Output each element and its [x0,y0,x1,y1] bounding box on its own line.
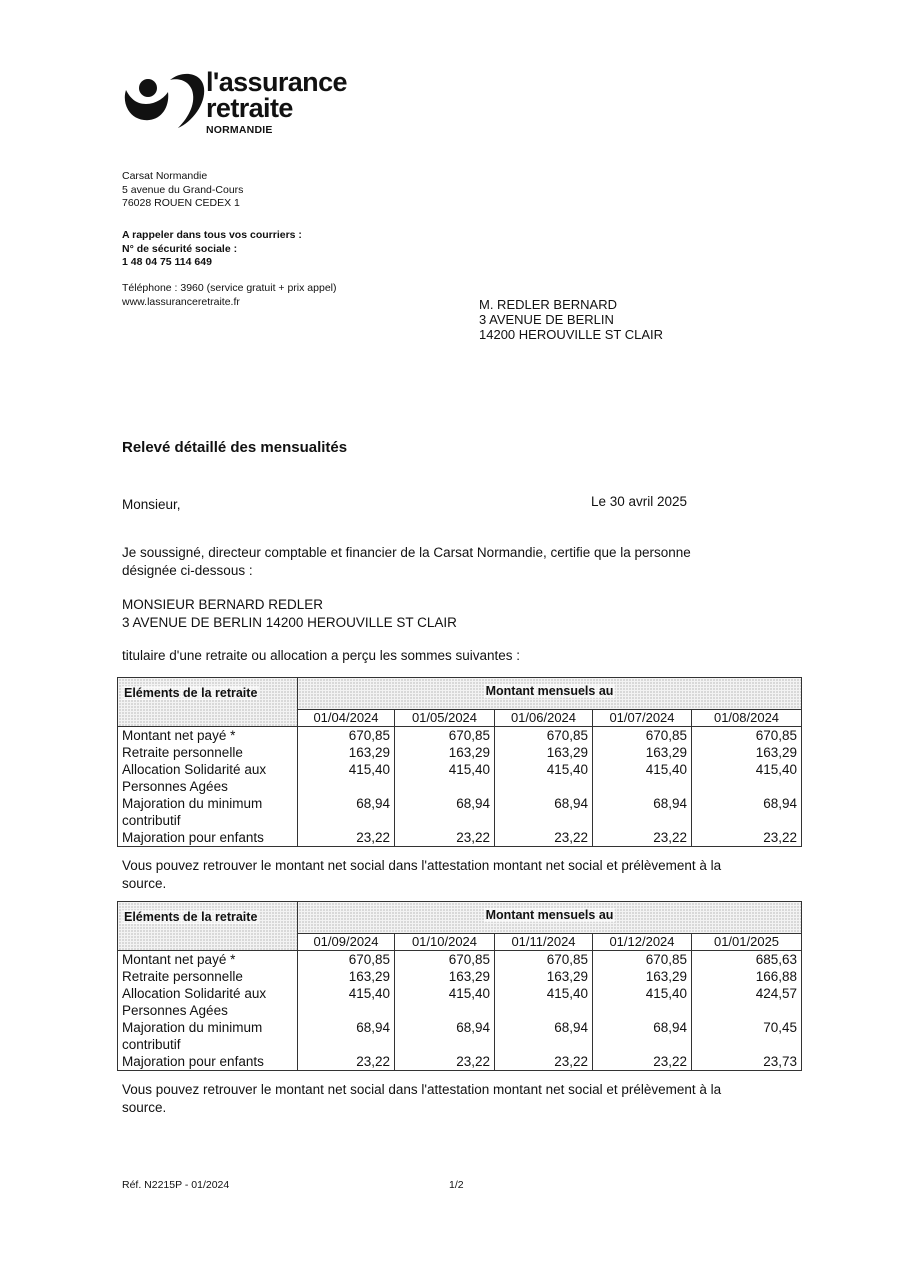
note-line2: source. [122,876,167,891]
note-line1: Vous pouvez retrouver le montant net social dans l'attestation montant net social et prélèvement à la [122,1082,722,1097]
person-address: 3 AVENUE DE BERLIN 14200 HEROUVILLE ST CLAIR [122,615,457,630]
logo-wordmark [206,68,347,136]
amount-cell: 424,57 [692,985,802,1019]
amount-cell: 415,40 [495,985,593,1019]
reference-block [122,229,302,270]
amount-cell: 166,88 [692,968,802,985]
elements-header: Eléments de la retraite [118,678,298,727]
salutation: Monsieur, [122,497,181,512]
net-social-note-1 [122,857,812,893]
amount-cell: 163,29 [692,744,802,761]
intro-line1: Je soussigné, directeur comptable et financier de la Carsat Normandie, certifie que la personne [122,545,691,560]
amount-cell: 415,40 [395,985,495,1019]
amount-cell: 68,94 [593,1019,692,1053]
phone-text: Téléphone : 3960 (service gratuit + prix appel) [122,282,337,294]
date-header: 01/10/2024 [395,934,495,951]
row-label: Montant net payé * [118,951,298,969]
amount-cell: 23,22 [395,1053,495,1071]
amount-cell: 68,94 [593,795,692,829]
amount-cell: 23,22 [495,829,593,847]
amount-cell: 68,94 [298,1019,395,1053]
contact-block [122,282,337,309]
row-label: Majoration du minimum contributif [118,795,298,829]
date-header: 01/07/2024 [593,710,692,727]
amount-cell: 415,40 [495,761,593,795]
amount-cell: 23,73 [692,1053,802,1071]
amount-cell: 163,29 [298,968,395,985]
row-label: Majoration pour enfants [118,1053,298,1071]
payments-table-1 [117,677,802,847]
logo-line2: retraite [206,93,293,123]
amount-cell: 670,85 [395,951,495,969]
recipient-street: 3 AVENUE DE BERLIN [479,312,614,327]
amount-cell: 163,29 [395,744,495,761]
letter-date: Le 30 avril 2025 [591,494,688,509]
table-row [118,744,802,761]
ssn-label: N° de sécurité sociale : [122,242,238,255]
table-row [118,829,802,847]
row-label: Allocation Solidarité aux Personnes Agées [118,761,298,795]
amount-cell: 415,40 [395,761,495,795]
intro-paragraph [122,544,802,580]
amount-cell: 23,22 [593,1053,692,1071]
table-row [118,951,802,969]
received-text: titulaire d'une retraite ou allocation a perçu les sommes suivantes : [122,648,521,663]
logo-region: NORMANDIE [206,124,273,136]
amount-cell: 670,85 [495,727,593,745]
amount-cell: 163,29 [593,968,692,985]
row-label: Retraite personnelle [118,968,298,985]
amount-cell: 68,94 [298,795,395,829]
amount-cell: 68,94 [395,1019,495,1053]
footer-reference: Réf. N2215P - 01/2024 [122,1179,230,1191]
table-row [118,1053,802,1071]
date-header: 01/01/2025 [692,934,802,951]
recipient-name: M. REDLER BERNARD [479,297,617,312]
logo-line1: l'assurance [206,67,347,97]
amount-cell: 23,22 [298,829,395,847]
amount-cell: 70,45 [692,1019,802,1053]
row-label: Montant net payé * [118,727,298,745]
row-label: Retraite personnelle [118,744,298,761]
sender-address [122,170,243,211]
amount-cell: 68,94 [495,1019,593,1053]
amount-cell: 670,85 [593,951,692,969]
sender-org: Carsat Normandie [122,170,208,182]
amount-cell: 68,94 [395,795,495,829]
date-header: 01/04/2024 [298,710,395,727]
recipient-city: 14200 HEROUVILLE ST CLAIR [479,327,664,342]
amount-cell: 415,40 [298,985,395,1019]
page-number: 1/2 [449,1179,464,1191]
date-header: 01/12/2024 [593,934,692,951]
ssn-value: 1 48 04 75 114 649 [122,256,212,268]
table-row [118,985,802,1019]
note-line1: Vous pouvez retrouver le montant net social dans l'attestation montant net social et prélèvement à la [122,858,722,873]
amount-cell: 670,85 [298,951,395,969]
amount-header: Montant mensuels au [298,678,802,710]
amount-cell: 68,94 [692,795,802,829]
table-row [118,968,802,985]
amount-cell: 163,29 [495,744,593,761]
amount-cell: 685,63 [692,951,802,969]
amount-cell: 68,94 [495,795,593,829]
amount-cell: 23,22 [593,829,692,847]
row-label: Allocation Solidarité aux Personnes Agées [118,985,298,1019]
net-social-note-2 [122,1081,812,1117]
amount-cell: 163,29 [298,744,395,761]
table-row [118,761,802,795]
table-row [118,1019,802,1053]
amount-cell: 163,29 [593,744,692,761]
person-block [122,596,457,632]
person-name: MONSIEUR BERNARD REDLER [122,597,324,612]
amount-cell: 23,22 [692,829,802,847]
intro-line2: désignée ci-dessous : [122,563,253,578]
amount-cell: 670,85 [692,727,802,745]
note-line2: source. [122,1100,167,1115]
amount-cell: 415,40 [692,761,802,795]
date-header: 01/06/2024 [495,710,593,727]
amount-cell: 415,40 [298,761,395,795]
date-header: 01/08/2024 [692,710,802,727]
amount-cell: 23,22 [395,829,495,847]
recipient-address [479,297,663,342]
date-header: 01/11/2024 [495,934,593,951]
payments-table-2 [117,901,802,1071]
amount-cell: 415,40 [593,985,692,1019]
sender-city: 76028 ROUEN CEDEX 1 [122,197,240,209]
amount-cell: 23,22 [298,1053,395,1071]
table-row [118,795,802,829]
elements-header: Eléments de la retraite [118,902,298,951]
website-link[interactable]: www.lassuranceretraite.fr [122,295,240,308]
document-title: Relevé détaillé des mensualités [122,439,348,456]
table-row [118,727,802,745]
amount-cell: 163,29 [395,968,495,985]
logo-icon [120,68,206,130]
date-header: 01/05/2024 [395,710,495,727]
row-label: Majoration du minimum contributif [118,1019,298,1053]
amount-cell: 670,85 [495,951,593,969]
row-label: Majoration pour enfants [118,829,298,847]
sender-street: 5 avenue du Grand-Cours [122,183,244,196]
amount-cell: 23,22 [495,1053,593,1071]
date-header: 01/09/2024 [298,934,395,951]
reminder-title: A rappeler dans tous vos courriers : [122,229,302,241]
amount-header: Montant mensuels au [298,902,802,934]
amount-cell: 163,29 [495,968,593,985]
amount-cell: 415,40 [593,761,692,795]
amount-cell: 670,85 [298,727,395,745]
amount-cell: 670,85 [593,727,692,745]
amount-cell: 670,85 [395,727,495,745]
